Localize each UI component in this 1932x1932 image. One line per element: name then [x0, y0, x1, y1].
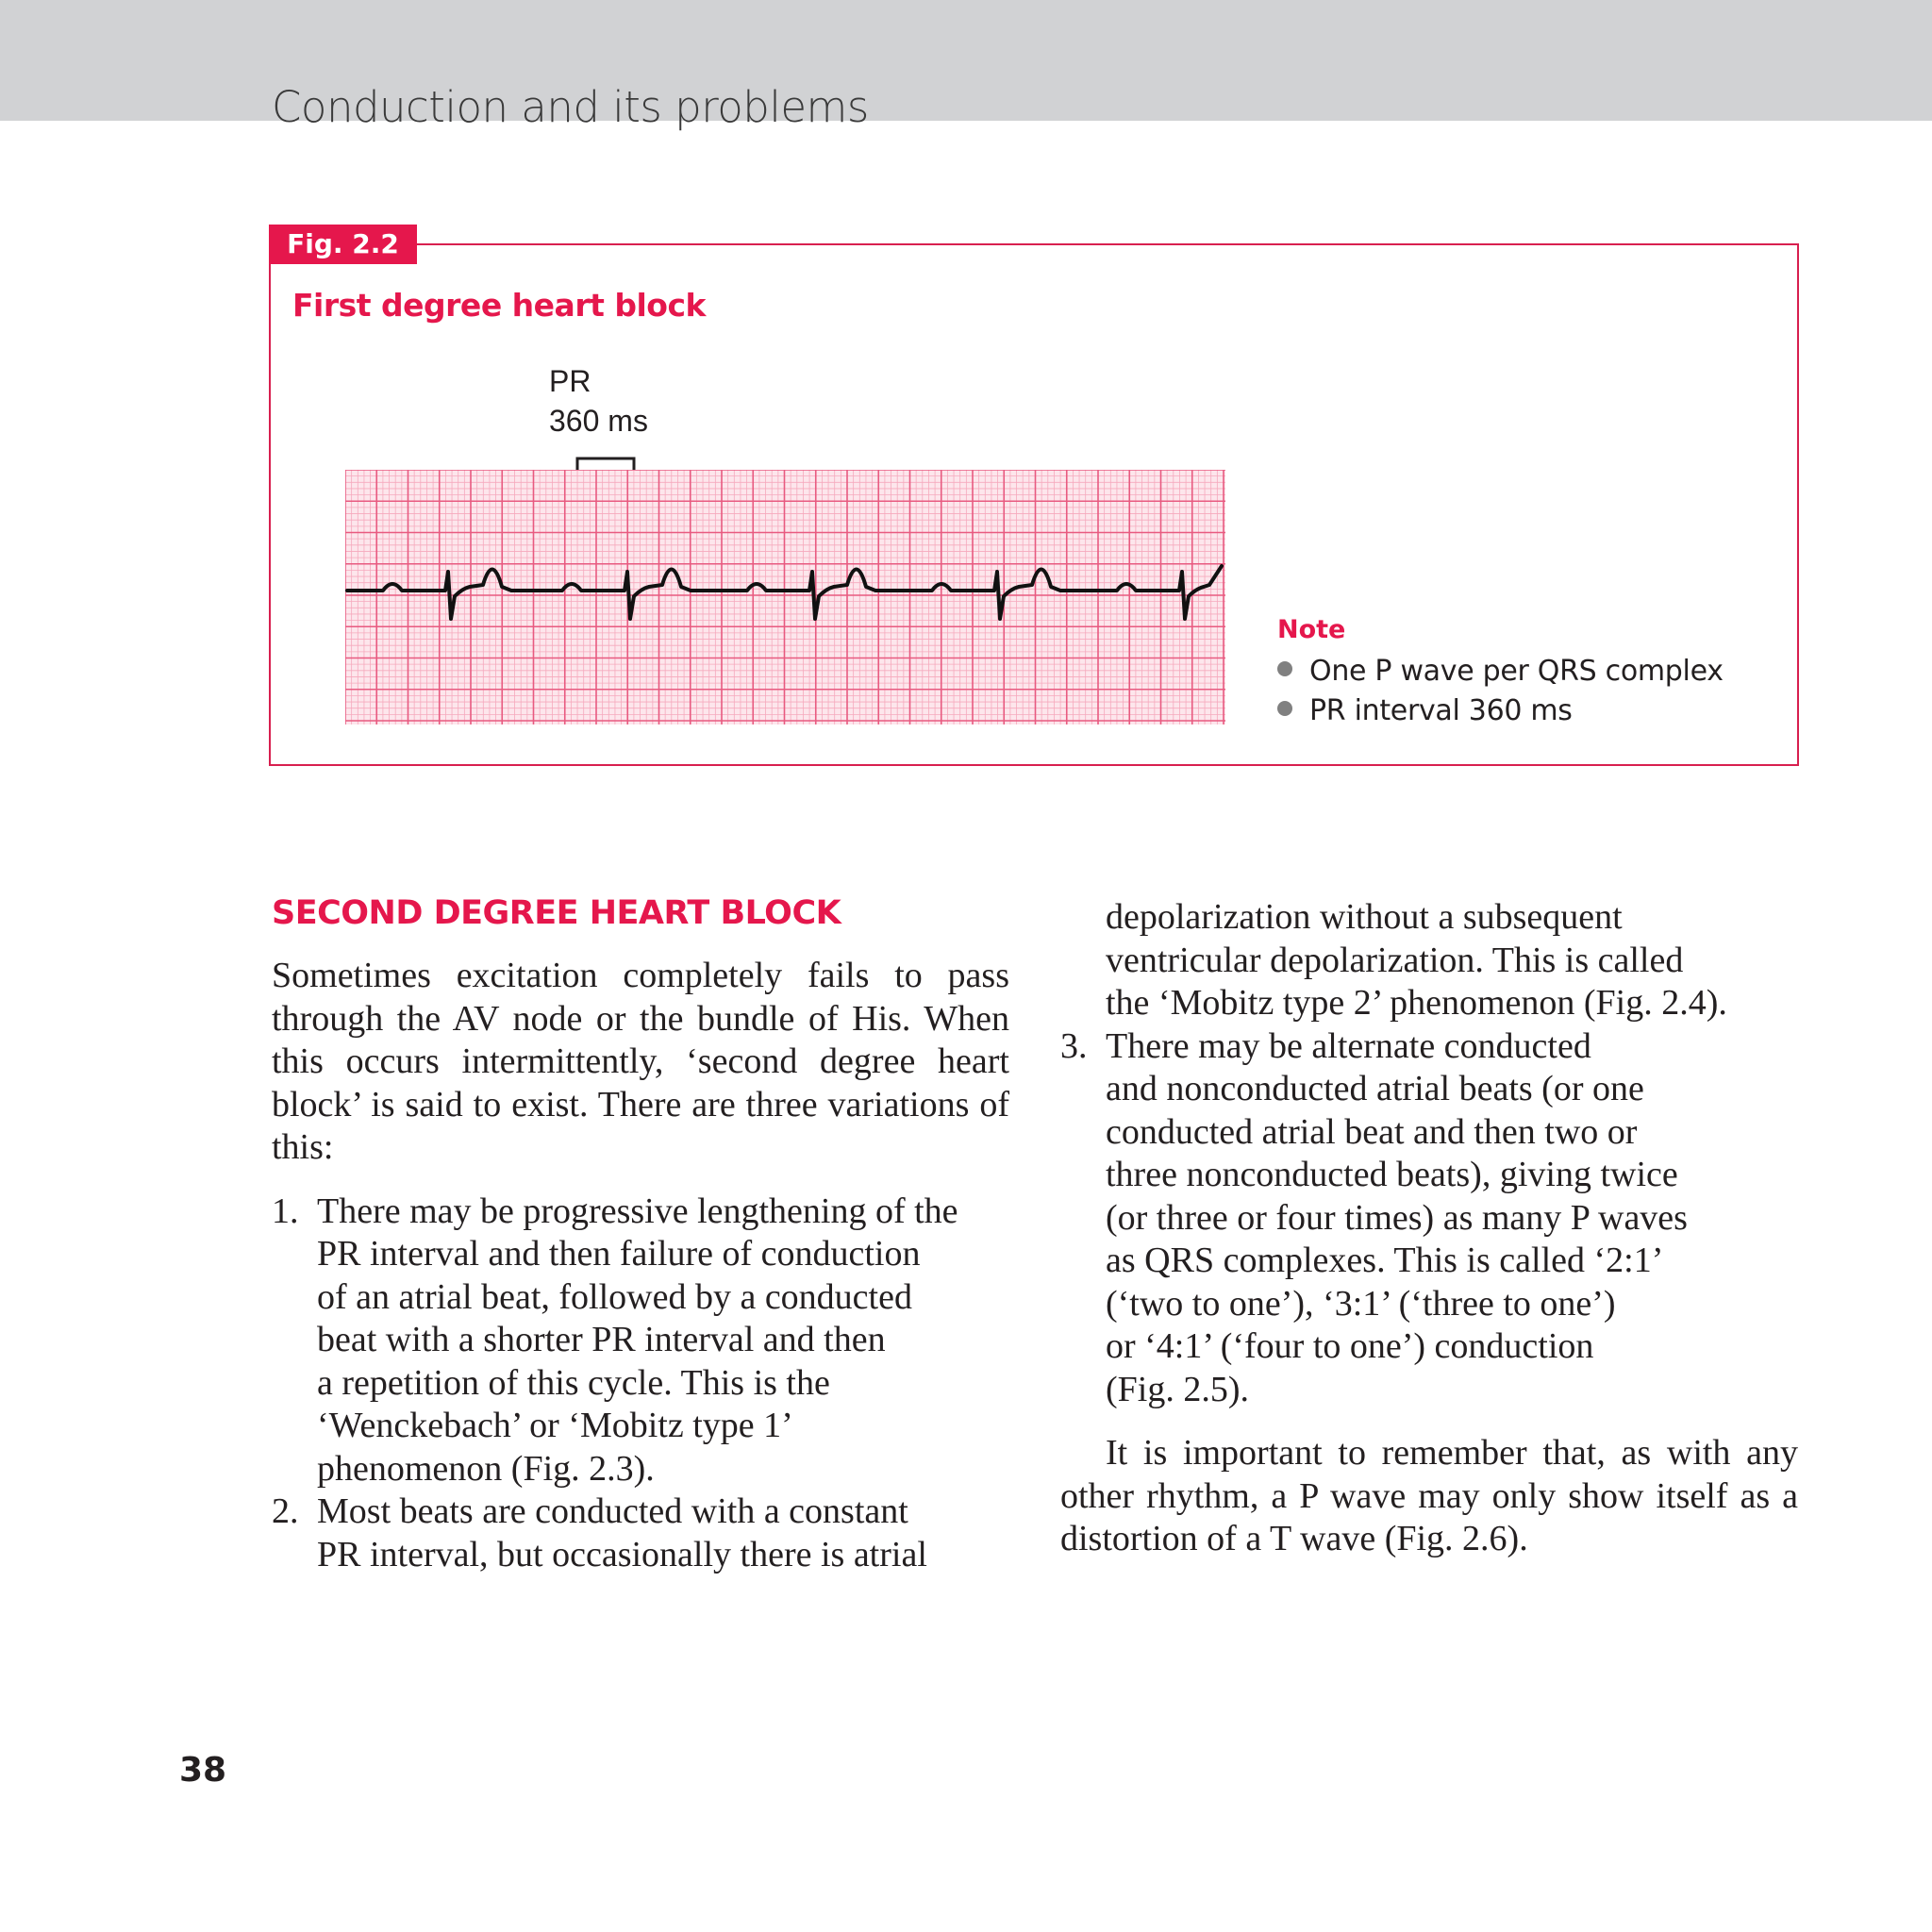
- running-head: Conduction and its problems: [272, 82, 869, 132]
- list-item-2-continued: depolarization without a subsequent ventricular depolarization. This is called the ‘Mobitz type 2’ phenomenon (Fig. 2.4).: [1106, 897, 1727, 1023]
- list-item-3: 3. There may be alternate conducted and nonconducted atrial beats (or one conducted atrial beat and then two or three nonconducted beats), giving twice (or three or four times) as many P waves as QRS complexes. This is called ‘2:1’ (‘two to one’), ‘3:1’ (‘three to one’) or ‘4:1’ (‘four to one’) conduction (Fig. 2.5).: [1060, 1025, 1688, 1409]
- note-item: PR interval 360 ms: [1277, 691, 1724, 731]
- closing-paragraph: It is important to remember that, as with any other rhythm, a P wave may only show itself as a distortion of a T wave (Fig. 2.6).: [1060, 1433, 1798, 1558]
- figure-tag: Fig. 2.2: [269, 225, 417, 264]
- intro-paragraph: Sometimes excitation completely fails to pass through the AV node or the bundle of His. When this occurs intermittently, ‘second degree heart block’ is said to exist. There are three variations of this:: [272, 956, 1009, 1167]
- ecg-strip: [345, 470, 1225, 724]
- pr-value: 360 ms: [549, 404, 648, 438]
- pr-label: PR: [549, 364, 591, 398]
- right-column: [1060, 896, 1798, 1561]
- figure-note: [1277, 615, 1724, 731]
- list-item-2: 2. Most beats are conducted with a constant PR interval, but occasionally there is atrial: [272, 1491, 927, 1574]
- list-item-1: 1. There may be progressive lengthening of the PR interval and then failure of conduction of an atrial beat, followed by a conducted beat with a shorter PR interval and then a repetition of this cycle. This is the ‘Wenckebach’ or ‘Mobitz type 1’ phenomenon (Fig. 2.3).: [272, 1191, 958, 1489]
- figure-title: First degree heart block: [292, 287, 706, 324]
- page-number: 38: [179, 1751, 227, 1790]
- note-item: One P wave per QRS complex: [1277, 652, 1724, 691]
- note-title: Note: [1277, 615, 1346, 644]
- bullet-icon: [1277, 701, 1292, 716]
- left-column: [272, 955, 1009, 1576]
- bullet-icon: [1277, 661, 1292, 676]
- section-heading: SECOND DEGREE HEART BLOCK: [272, 894, 841, 932]
